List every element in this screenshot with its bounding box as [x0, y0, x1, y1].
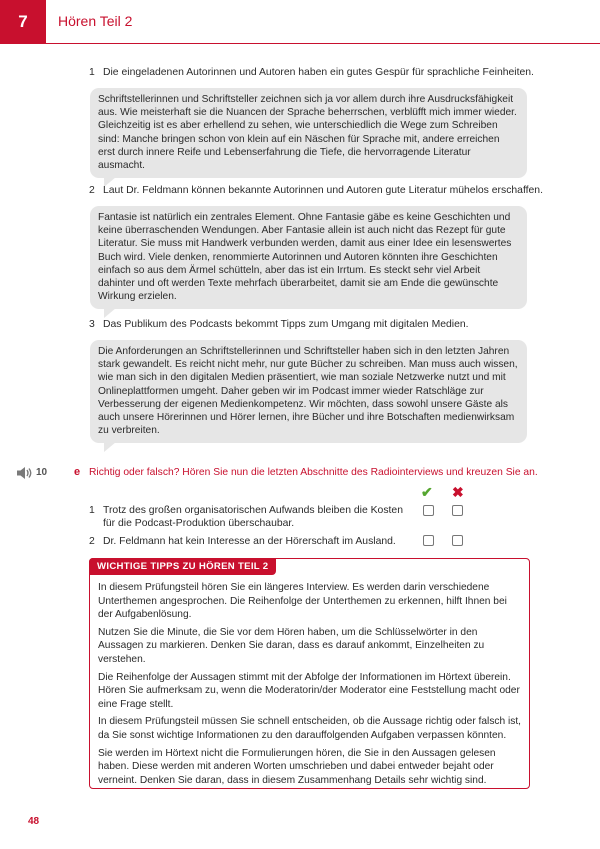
- checkbox-wrong-2[interactable]: [452, 535, 463, 546]
- statement-2: [89, 184, 543, 198]
- statement-number: 1: [89, 67, 95, 78]
- tf-item-2: [89, 535, 403, 548]
- checkbox-wrong-1[interactable]: [452, 505, 463, 516]
- audio-track-number: 10: [36, 467, 48, 478]
- tips-title: WICHTIGE TIPPS ZU HÖREN TEIL 2: [89, 558, 276, 575]
- checkbox-right-2[interactable]: [423, 535, 434, 546]
- statement-text: Laut Dr. Feldmann können bekannte Autorinnen und Autoren gute Literatur mühelos erschaffen.: [103, 185, 543, 196]
- task-instruction: Richtig oder falsch? Hören Sie nun die letzten Abschnitte des Radiointerviews und kreuzen Sie an.: [89, 467, 538, 478]
- statement-3: [89, 318, 469, 332]
- statement-number: 2: [89, 185, 95, 196]
- check-right-icon: ✔: [421, 484, 433, 500]
- page-header: [0, 0, 600, 44]
- section-title: Hören Teil 2: [58, 13, 133, 29]
- page-number: 48: [28, 816, 40, 827]
- task-e-row: [16, 466, 586, 482]
- tip-paragraph: Sie werden im Hörtext nicht die Formulierungen hören, die Sie in den Aussagen gelesen haben. Diese werden mit anderen Worten umschrieben und dabei entweder bejaht oder verneint. Denken Sie daran, dass in diesem Zusammenhang Details sehr wichtig sind.: [98, 747, 496, 786]
- statement-text: Die eingeladenen Autorinnen und Autoren haben ein gutes Gespür für sprachliche Feinheiten.: [103, 67, 534, 78]
- statement-1: [89, 66, 534, 80]
- checkbox-right-1[interactable]: [423, 505, 434, 516]
- cross-wrong-icon: ✖: [452, 484, 464, 500]
- statement-number: 3: [89, 319, 95, 330]
- speech-bubble-2: Fantasie ist natürlich ein zentrales Element. Ohne Fantasie gäbe es keine Geschichten und keine überraschenden Wendungen. Aber Fantasie allein ist auch nicht das Rezept für gute Literatur. Sie muss mit Handwerk verbunden werden, damit aus einer Idee ein lesenswertes Buch wird. Viele denken, renommierte Autorinnen und Autoren könnten ihre Geschichten einfach so aus dem Ärmel schütteln, aber das ist ein Irrtum. Es steckt sehr viel Arbeit dahinter und oft werden Texte mehrfach überarbeitet, damit sie am Ende die gewünschte Wirkung erzielen.: [90, 206, 527, 309]
- tf-item-number: 1: [89, 505, 95, 516]
- task-letter: e: [74, 466, 81, 478]
- tf-item-text: Dr. Feldmann hat kein Interesse an der Hörerschaft im Ausland.: [103, 536, 396, 547]
- tf-item-number: 2: [89, 536, 95, 547]
- tip-paragraph: In diesem Prüfungsteil müssen Sie schnell entscheiden, ob die Aussage richtig oder falsch ist, da Sie sonst wichtige Informationen zu den darauffolgenden Aufgaben verpassen könnten.: [98, 716, 522, 741]
- tips-box: [89, 558, 530, 789]
- chapter-number: 7: [0, 0, 46, 44]
- speech-bubble-1: Schriftstellerinnen und Schriftsteller zeichnen sich ja vor allem durch ihre Ausdrucksfähigkeit aus. Wie meisterhaft sie die Nuancen der Sprache beherrschen, verblüfft mich immer wieder. Gleichzeitig ist es aber erhellend zu sehen, wie unterschiedlich die Wege zum Schreiben sind: Manche bringen schon von klein auf ein Näschen für Sprache mit, andere erreichen erst durch innere Reife und Lebenserfahrung die Tiefe, die hervorragende Literatur ausmacht.: [90, 88, 527, 178]
- tip-paragraph: Die Reihenfolge der Aussagen stimmt mit der Abfolge der Informationen im Hörtext überein. Hören Sie aufmerksam zu, wenn die Moderatorin/der Moderator eine Feststellung macht oder eine Frage stellt.: [98, 671, 520, 710]
- tf-item-text: Trotz des großen organisatorischen Aufwands bleiben die Kosten für die Podcast-Produktion überschaubar.: [103, 505, 403, 529]
- audio-speaker-icon[interactable]: [16, 466, 34, 480]
- speech-bubble-3: Die Anforderungen an Schriftstellerinnen und Schriftsteller haben sich in den letzten Jahren stark gewandelt. Es reicht nicht mehr, nur gute Bücher zu schreiben. Man muss auch wissen, wie man sich in den digitalen Medien präsentiert, wie man soziale Netzwerke nutzt und mit Onlineplattformen umgeht. Daher geben wir im Podcast immer wieder Ratschläge zur Verbesserung der eigenen Medienkompetenz. Wir möchten, dass sowohl unsere Gäste als auch unsere Hörerinnen und Hörer lernen, ihre Bücher und ihre Botschaften medienwirksam zu verbreiten.: [90, 340, 527, 443]
- tips-body: [98, 581, 524, 791]
- statement-text: Das Publikum des Podcasts bekommt Tipps zum Umgang mit digitalen Medien.: [103, 319, 469, 330]
- tip-paragraph: In diesem Prüfungsteil hören Sie ein längeres Interview. Es werden darin verschiedene Unterthemen angesprochen. Die Reihenfolge der Unterthemen zu erkennen, hilft Ihnen bei der Aufgabenlösung.: [98, 582, 507, 621]
- tf-item-1: [89, 504, 403, 530]
- tip-paragraph: Nutzen Sie die Minute, die Sie vor dem Hören haben, um die Schlüsselwörter in den Aussagen zu markieren. Denken Sie daran, dass es darauf ankommt, Einzelheiten zu verstehen.: [98, 626, 485, 665]
